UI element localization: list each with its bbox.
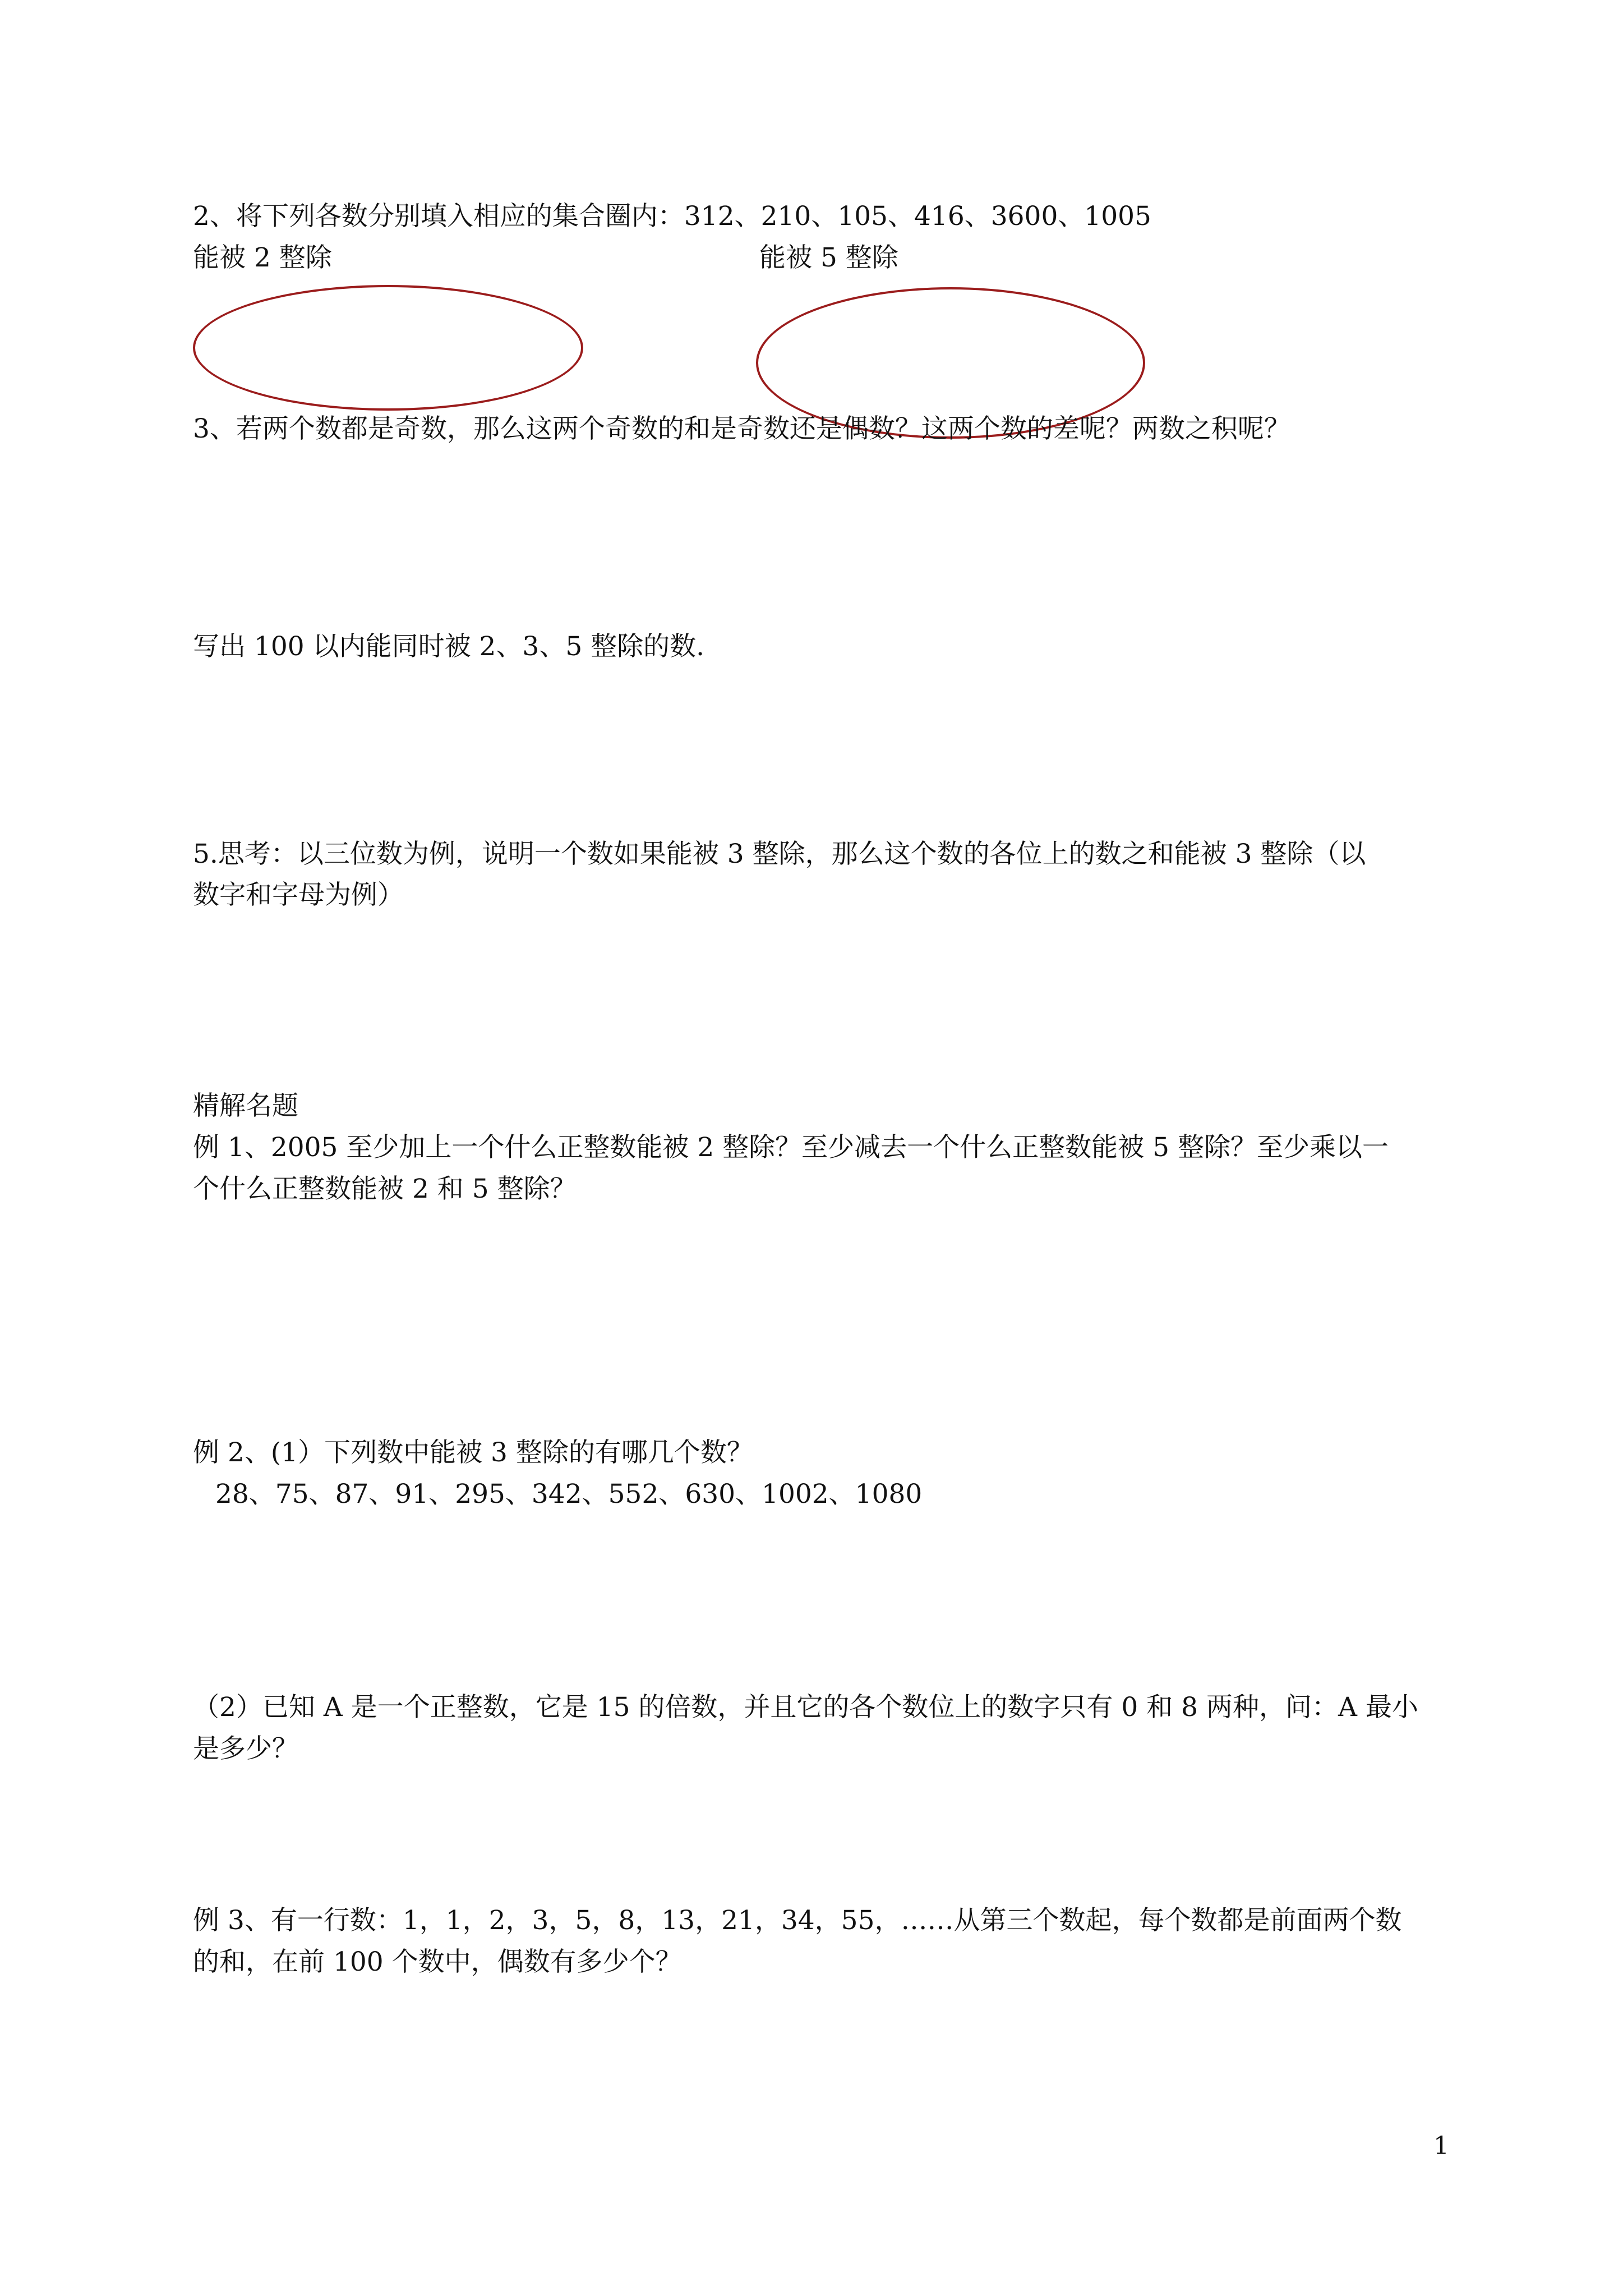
q5-prompt-line2: 数字和字母为例） (193, 880, 404, 910)
example-3-line1: 例 3、有一行数：1，1，2，3，5，8，13，21，34，55，……从第三个数起，每个数都是前面两个数 (193, 1905, 1402, 1936)
example-2-part1-prompt: 例 2、(1）下列数中能被 3 整除的有哪几个数？ (193, 1437, 753, 1468)
section-heading: 精解名题 (193, 1091, 298, 1121)
example-2-number-list: 28、75、87、91、295、342、552、630、1002、1080 (215, 1479, 923, 1510)
example-2-part2-line2: 是多少？ (193, 1733, 298, 1764)
q2-label-divisible-by-2: 能被 2 整除 (193, 242, 332, 273)
q2-label-divisible-by-5: 能被 5 整除 (759, 242, 898, 273)
set-circle-divisible-by-2[interactable] (193, 285, 583, 411)
example-1-line2: 个什么正整数能被 2 和 5 整除？ (193, 1174, 577, 1204)
q5-prompt-line1: 5.思考：以三位数为例，说明一个数如果能被 3 整除，那么这个数的各位上的数之和能被 3 整除（以 (193, 839, 1366, 869)
example-3-line2: 的和，在前 100 个数中，偶数有多少个？ (193, 1947, 682, 1977)
page-number: 1 (1433, 2132, 1449, 2160)
q4-prompt: 写出 100 以内能同时被 2、3、5 整除的数. (193, 631, 705, 662)
q3-prompt: 3、若两个数都是奇数，那么这两个奇数的和是奇数还是偶数？这两个数的差呢？两数之积呢？ (193, 413, 1290, 444)
q2-prompt: 2、将下列各数分别填入相应的集合圈内：312、210、105、416、3600、1005 (193, 201, 1151, 232)
example-1-line1: 例 1、2005 至少加上一个什么正整数能被 2 整除？至少减去一个什么正整数能被 5 整除？至少乘以一 (193, 1132, 1389, 1163)
example-2-part2-line1: （2）已知 A 是一个正整数，它是 15 的倍数，并且它的各个数位上的数字只有 0 和 8 两种，问：A 最小 (193, 1692, 1418, 1723)
